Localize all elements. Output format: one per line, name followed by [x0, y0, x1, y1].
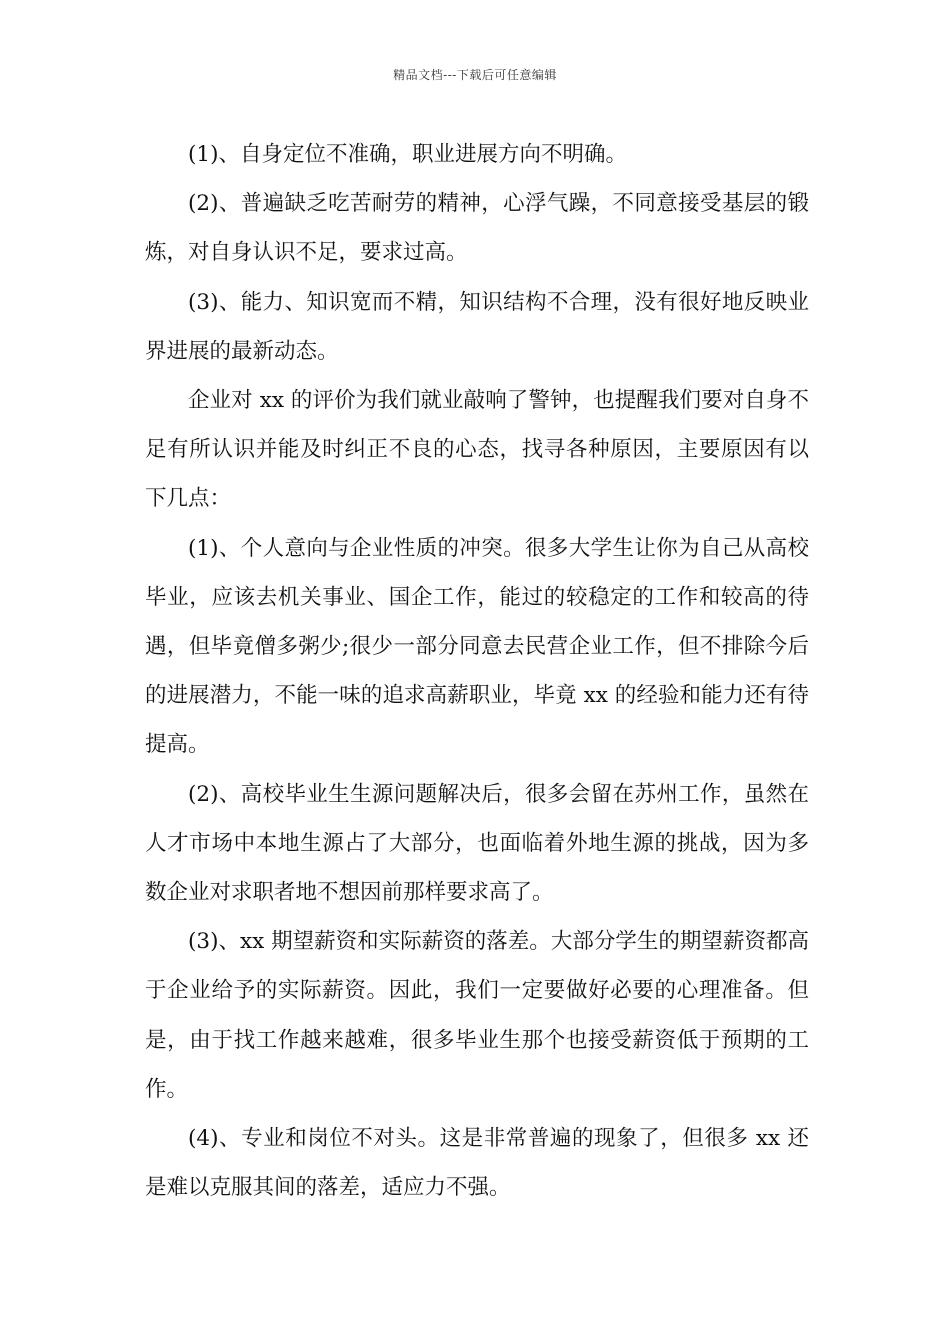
paragraph-reason-4: (4)、专业和岗位不对头。这是非常普遍的现象了，但很多 xx 还是难以克服其间的落差，适应力不强。	[145, 1126, 809, 1201]
document-body	[145, 130, 809, 1212]
paragraph-intro: 企业对 xx 的评价为我们就业敲响了警钟，也提醒我们要对自身不足有所认识并能及时纠正不良的心态，找寻各种原因，主要原因有以下几点：	[145, 388, 809, 512]
paragraph-item-1: (1)、自身定位不准确，职业进展方向不明确。	[188, 142, 627, 167]
paragraph-reason-3: (3)、xx 期望薪资和实际薪资的落差。大部分学生的期望薪资都高于企业给予的实际薪资。因此，我们一定要做好必要的心理准备。但是，由于找工作越来越难，很多毕业生那个也接受薪资低于预期的工作。	[145, 929, 809, 1102]
paragraph-item-3: (3)、能力、知识宽而不精，知识结构不合理，没有很好地反映业界进展的最新动态。	[145, 289, 809, 364]
paragraph-reason-2: (2)、高校毕业生生源问题解决后，很多会留在苏州工作，虽然在人才市场中本地生源占了大部分，也面临着外地生源的挑战，因为多数企业对求职者地不想因前那样要求高了。	[145, 781, 809, 906]
page-header: 精品文档---下载后可任意编辑	[393, 68, 557, 82]
paragraph-item-2: (2)、普遍缺乏吃苦耐劳的精神，心浮气躁，不同意接受基层的锻炼，对自身认识不足，要求过高。	[145, 191, 809, 266]
paragraph-reason-1: (1)、个人意向与企业性质的冲突。很多大学生让你为自己从高校毕业，应该去机关事业、国企工作，能过的较稳定的工作和较高的待遇，但毕竟僧多粥少;很少一部分同意去民营企业工作，但不排除今后的进展潜力，不能一味的追求高薪职业，毕竟 xx 的经验和能力还有待提高。	[145, 535, 809, 758]
